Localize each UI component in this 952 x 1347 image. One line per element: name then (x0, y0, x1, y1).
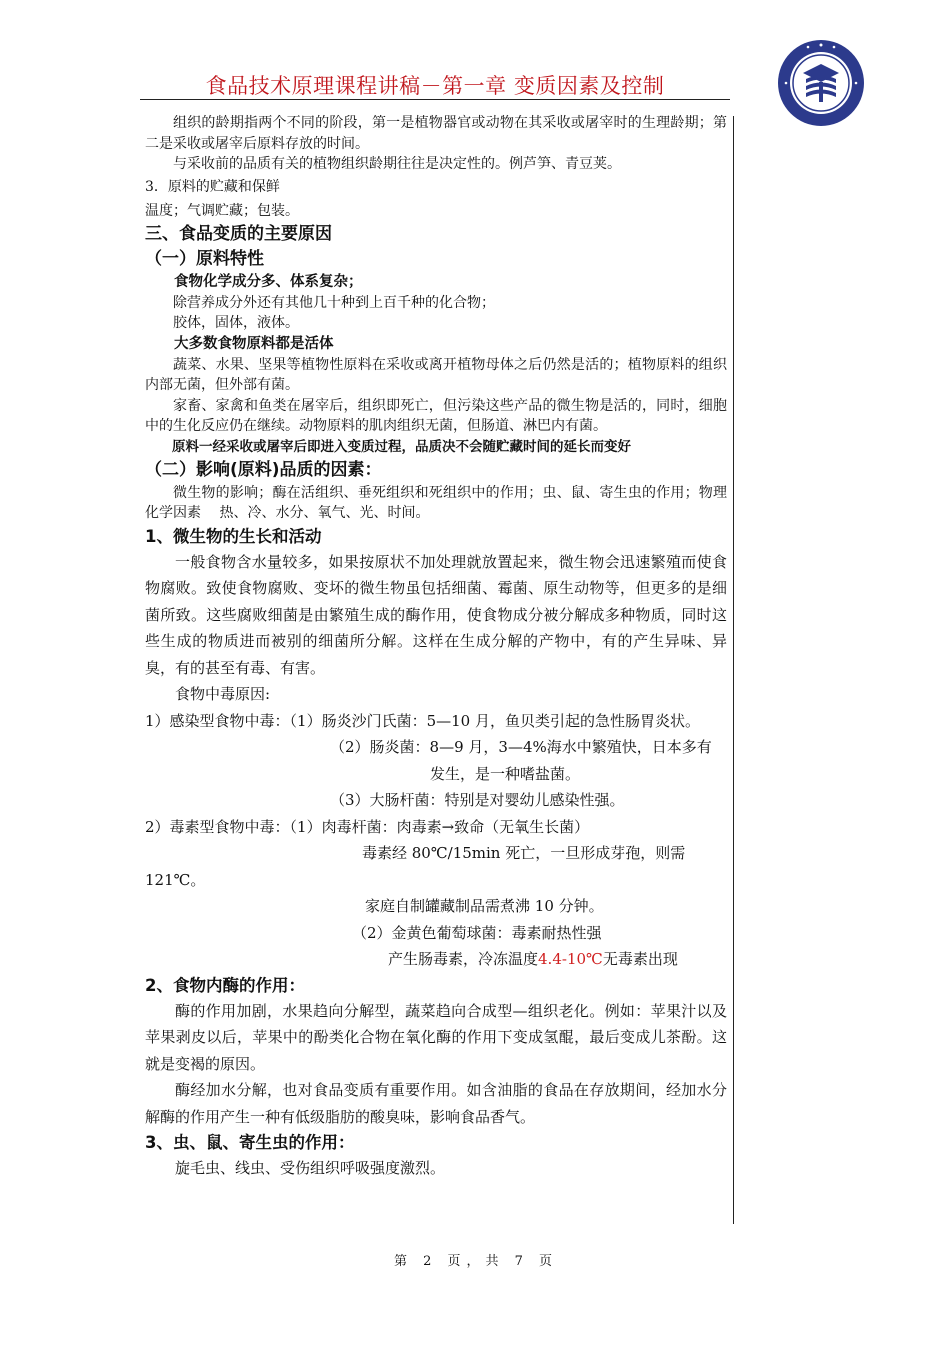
header-divider (140, 99, 730, 100)
paragraph: （3）大肠杆菌：特别是对婴幼儿感染性强。 (330, 791, 625, 809)
paragraph: 酶的作用加剧，水果趋向分解型，蔬菜趋向合成型—组织老化。例如：苹果汁以及苹果剥皮以后，苹果中的酚类化合物在氧化酶的作用下变成氢醌，最后变成儿茶酚。这就是变褐的原因。 (145, 1001, 727, 1073)
subsection-heading: （二）影响(原料)品质的因素： (145, 459, 382, 480)
paragraph: （2）金黄色葡萄球菌：毒素耐热性强 (352, 923, 602, 942)
section-heading: 3、虫、鼠、寄生虫的作用： (145, 1133, 355, 1152)
paragraph: 1）感染型食物中毒：（1）肠炎沙门氏菌：5—10 月，鱼贝类引起的急性肠胃炎状。 (145, 711, 700, 730)
paragraph: 蔬菜、水果、坚果等植物性原料在采收或离开植物母体之后仍然是活的；植物原料的组织内部无菌，但外部有菌。 (145, 356, 727, 393)
paragraph: 家畜、家禽和鱼类在屠宰后，组织即死亡，但污染这些产品的微生物是活的，同时，细胞中的生化反应仍在继续。动物原料的肌肉组织无菌，但肠道、淋巴内有菌。 (145, 397, 727, 434)
page-header-title: 食品技术原理课程讲稿－第一章 变质因素及控制 (205, 74, 665, 98)
paragraph: 发生，是一种嗜盐菌。 (430, 764, 581, 783)
paragraph: 与采收前的品质有关的植物组织龄期往往是决定性的。例芦笋、青豆荚。 (173, 156, 621, 172)
text-span: 产生肠毒素，冷冻温度 (388, 950, 539, 968)
paragraph: 一般食物含水量较多，如果按原状不加处理就放置起来，微生物会迅速繁殖而使食物腐败。致使食物腐败、变坏的微生物虽包括细菌、霉菌、原生动物等，但更多的是细菌所致。这些腐败细菌是由繁殖生成的酶作用，使食物成分被分解成多种物质，同时这些生成的物质进而被别的细菌所分解。这样在生成分解的产物中，有的产生异味、异臭，有的甚至有毒、有害。 (145, 552, 727, 677)
paragraph: 3．原料的贮藏和保鲜 (145, 178, 280, 195)
university-seal-icon (776, 38, 866, 128)
emphasis-statement: 原料一经采收或屠宰后即进入变质过程，品质决不会随贮藏时间的延长而变好 (172, 438, 631, 455)
paragraph: 组织的龄期指两个不同的阶段，第一是植物器官或动物在其采收或屠宰时的生理龄期；第二是采收或屠宰后原料存放的时间。 (145, 115, 727, 152)
bold-subheading: 大多数食物原料都是活体 (174, 335, 334, 352)
paragraph: 食物中毒原因: (175, 685, 271, 703)
page-content (145, 113, 727, 1182)
right-margin-rule (733, 116, 734, 1224)
text-span: 无毒素出现 (602, 950, 678, 968)
bold-subheading: 食物化学成分多、体系复杂； (174, 273, 363, 290)
paragraph: 家庭自制罐藏制品需煮沸 10 分钟。 (365, 897, 604, 915)
paragraph: 温度；气调贮藏；包装。 (145, 203, 299, 219)
paragraph: 酶经加水分解，也对食品变质有重要作用。如含油脂的食品在存放期间，经加水分解酶的作用产生一种有低级脂肪的酸臭味，影响食品香气。 (145, 1081, 727, 1126)
section-heading: 三、食品变质的主要原因 (145, 223, 332, 244)
section-heading: 2、食物内酶的作用： (145, 975, 305, 995)
paragraph: 2）毒素型食物中毒：（1）肉毒杆菌：肉毒素→致命（无氧生长菌） (145, 817, 590, 836)
paragraph: 胶体，固体，液体。 (173, 315, 299, 331)
subsection-heading: （一）原料特性 (145, 248, 264, 269)
paragraph: 121℃。 (145, 870, 206, 889)
section-heading: 1、微生物的生长和活动 (145, 526, 322, 546)
highlight-temperature: 4.4-10℃ (538, 950, 603, 968)
paragraph: （2）肠炎菌：8—9 月，3—4%海水中繁殖快，日本多有 (330, 738, 712, 756)
page-footer: 第 2 页，共 7 页 (393, 1254, 559, 1269)
paragraph: 旋毛虫、线虫、受伤组织呼吸强度激烈。 (175, 1159, 446, 1177)
paragraph: 除营养成分外还有其他几十种到上百千种的化合物； (173, 294, 495, 311)
paragraph: 微生物的影响；酶在活组织、垂死组织和死组织中的作用；虫、鼠、寄生虫的作用；物理化学因素 热、冷、水分、氧气、光、时间。 (145, 484, 727, 521)
paragraph: 毒素经 80℃/15min 死亡，一旦形成芽孢，则需 (362, 844, 686, 862)
paragraph (145, 946, 727, 973)
